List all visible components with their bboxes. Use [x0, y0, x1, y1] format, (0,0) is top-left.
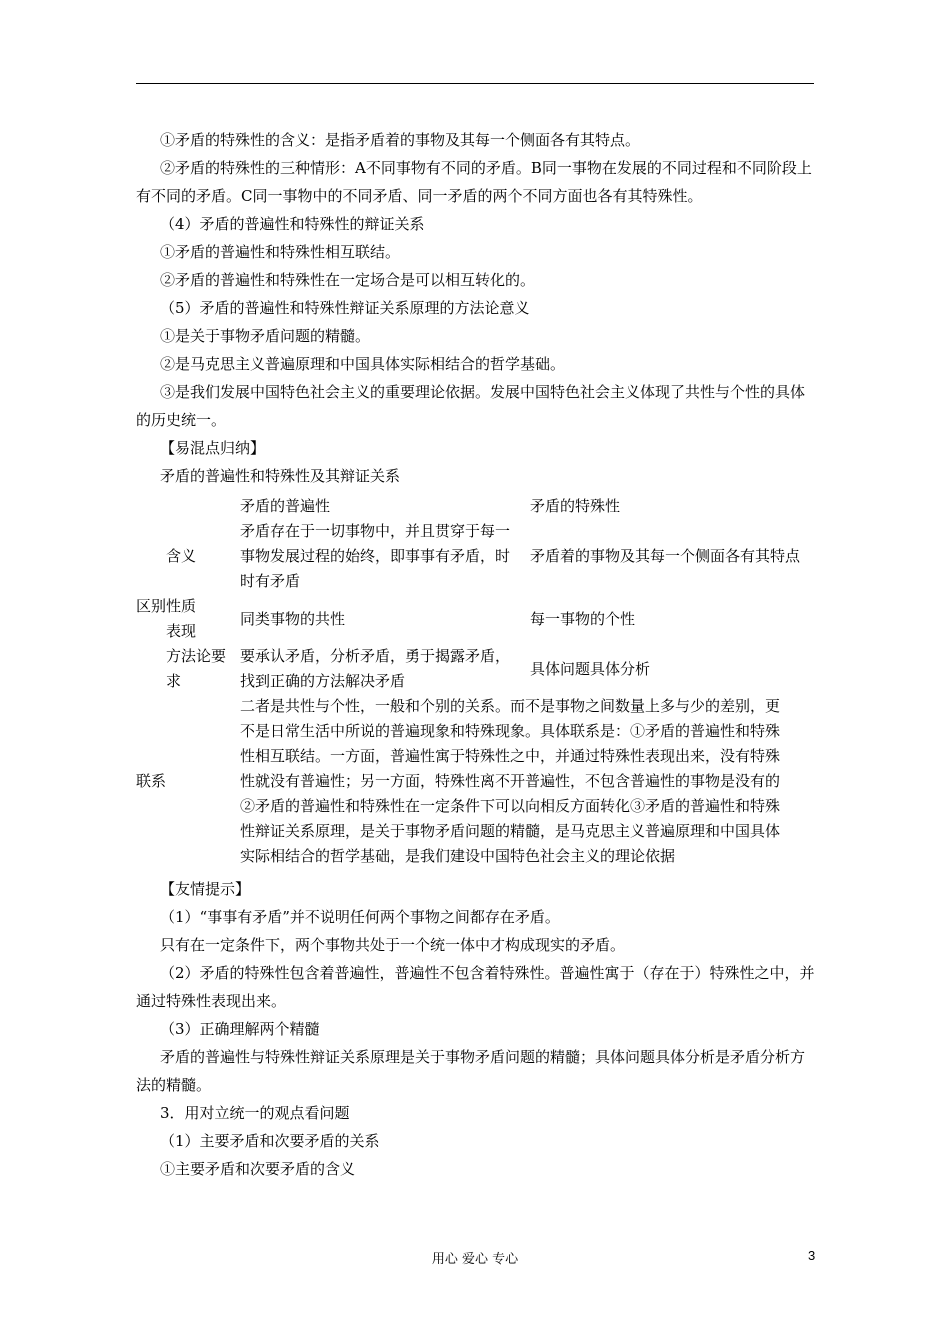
table-row [166, 594, 816, 644]
distinction-block [136, 519, 816, 694]
connection-text: 二者是共性与个性，一般和个别的关系。而不是事物之间数量上多与少的差别，更不是日常生活中所说的普遍现象和特殊现象。具体联系是：①矛盾的普遍性和特殊性相互联结。一方面，普遍性寓于特殊性之中，并通过特殊性表现出来，没有特殊性就没有普遍性；另一方面，特殊性离不开普遍性，不包含普遍性的事物是没有的②矛盾的普遍性和特殊性在一定条件下可以向相反方面转化③矛盾的普遍性和特殊性辩证关系原理，是关于事物矛盾问题的精髓，是马克思主义普遍原理和中国具体实际相结合的哲学基础，是我们建设中国特色社会主义的理论依据 [240, 697, 781, 865]
paragraph: （1）“事事有矛盾”并不说明任何两个事物之间都存在矛盾。 [160, 908, 560, 926]
comparison-table [136, 494, 816, 869]
row-label: 含义 [166, 547, 197, 565]
paragraph: ③是我们发展中国特色社会主义的重要理论依据。发展中国特色社会主义体现了共性与个性的具体的历史统一。 [136, 383, 806, 429]
distinction-label: 区别 [136, 597, 167, 615]
table-header-row [136, 494, 816, 519]
paragraph: ①主要矛盾和次要矛盾的含义 [160, 1160, 356, 1178]
header-particular: 矛盾的特殊性 [530, 497, 621, 515]
connection-row [136, 694, 816, 869]
header-rule [136, 83, 814, 84]
cell-particular: 矛盾着的事物及其每一个侧面各有其特点 [530, 547, 801, 565]
section-heading: 【易混点归纳】 [160, 439, 266, 457]
table-row [166, 644, 816, 694]
paragraph: （5）矛盾的普遍性和特殊性辩证关系原理的方法论意义 [160, 299, 530, 317]
table-row [166, 519, 816, 594]
paragraph: 只有在一定条件下，两个事物共处于一个统一体中才构成现实的矛盾。 [160, 936, 626, 954]
paragraph: （4）矛盾的普遍性和特殊性的辩证关系 [160, 215, 425, 233]
tip-heading: 【友情提示】 [160, 880, 251, 898]
paragraph: （2）矛盾的特殊性包含着普遍性，普遍性不包含着特殊性。普遍性寓于（存在于）特殊性之中，并通过特殊性表现出来。 [136, 964, 815, 1010]
header-universal: 矛盾的普遍性 [240, 497, 331, 515]
cell-particular: 每一事物的个性 [530, 609, 636, 628]
paragraph: （3）正确理解两个精髓 [160, 1020, 320, 1038]
paragraph: ①是关于事物矛盾问题的精髓。 [160, 327, 371, 345]
row-label: 方法论要求 [166, 647, 227, 690]
paragraph: （1）主要矛盾和次要矛盾的关系 [160, 1132, 380, 1150]
paragraph: ②是马克思主义普遍原理和中国具体实际相结合的哲学基础。 [160, 355, 566, 373]
page-content [136, 126, 816, 1183]
cell-particular: 具体问题具体分析 [530, 659, 651, 678]
cell-universal: 要承认矛盾，分析矛盾，勇于揭露矛盾，找到正确的方法解决矛盾 [240, 647, 511, 690]
footer-slogan: 用心 爱心 专心 [431, 1252, 519, 1267]
paragraph: ②矛盾的特殊性的三种情形：A不同事物有不同的矛盾。B同一事物在发展的不同过程和不同阶段上有不同的矛盾。C同一事物中的不同矛盾、同一矛盾的两个不同方面也各有其特殊性。 [136, 159, 812, 205]
paragraph: 矛盾的普遍性与特殊性辩证关系原理是关于事物矛盾问题的精髓；具体问题具体分析是矛盾分析方法的精髓。 [136, 1048, 806, 1094]
connection-label: 联系 [136, 772, 167, 790]
table-caption: 矛盾的普遍性和特殊性及其辩证关系 [160, 467, 401, 485]
paragraph: ①矛盾的普遍性和特殊性相互联结。 [160, 243, 401, 261]
cell-universal: 同类事物的共性 [240, 609, 346, 628]
page-number: 3 [808, 1248, 816, 1263]
paragraph: ①矛盾的特殊性的含义：是指矛盾着的事物及其每一个侧面各有其特点。 [160, 131, 641, 149]
paragraph: 3．用对立统一的观点看问题 [160, 1104, 350, 1122]
paragraph: ②矛盾的普遍性和特殊性在一定场合是可以相互转化的。 [160, 271, 536, 289]
row-label: 性质表现 [166, 597, 197, 640]
cell-universal: 矛盾存在于一切事物中，并且贯穿于每一事物发展过程的始终，即事事有矛盾，时时有矛盾 [240, 522, 511, 590]
